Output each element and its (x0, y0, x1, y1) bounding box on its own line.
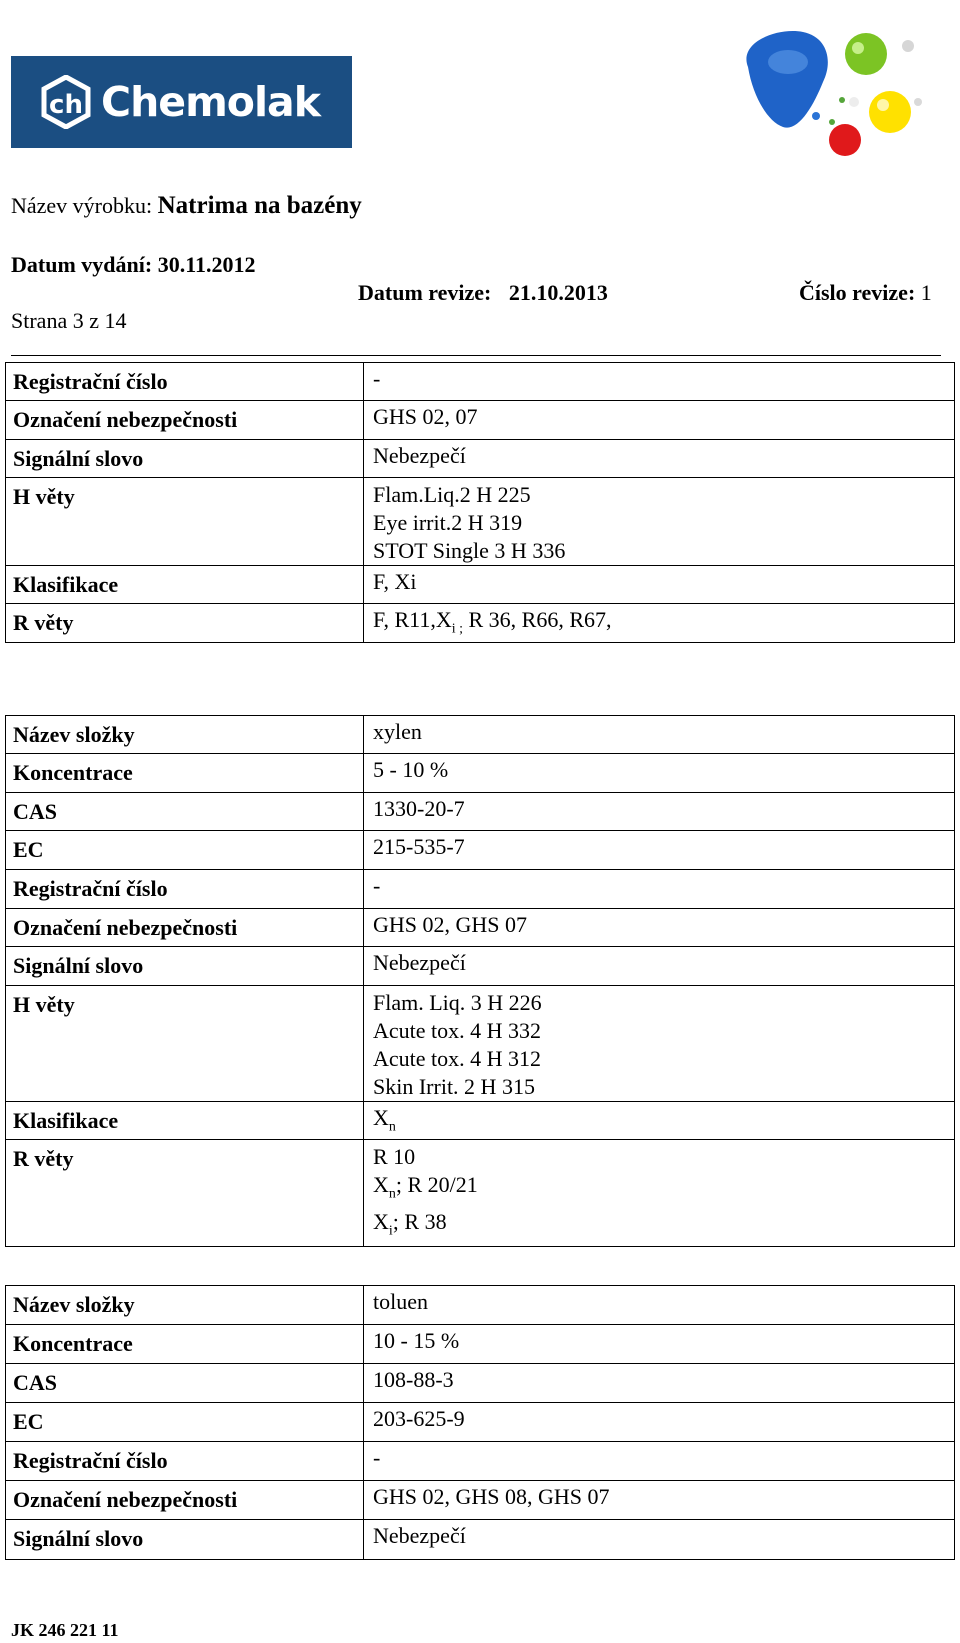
h-statement: Acute tox. 4 H 312 (373, 1046, 542, 1071)
revision-number-line (799, 280, 932, 306)
svg-text:ch: ch (49, 90, 83, 120)
revision-number-label: Číslo revize: (799, 280, 916, 305)
table-row (6, 363, 955, 401)
row-label: Označení nebezpečnosti (6, 1481, 364, 1520)
company-logo (11, 56, 352, 148)
component-toluen-table (5, 1285, 955, 1560)
signal-word-value: Nebezpečí (364, 440, 955, 478)
table-row (6, 986, 955, 1102)
table-row (6, 566, 955, 604)
r-statement (373, 1208, 954, 1245)
registration-value: - (364, 1442, 955, 1481)
footer-code: JK 246 221 11 (11, 1620, 119, 1640)
table-row (6, 478, 955, 566)
row-label: EC (6, 1403, 364, 1442)
r-text: ; R 20/21 (395, 1172, 478, 1197)
h-statement: STOT Single 3 H 336 (373, 538, 566, 563)
r-subscript: i (388, 1223, 393, 1239)
table-row (6, 1442, 955, 1481)
table-row (6, 1403, 955, 1442)
table-row (6, 1286, 955, 1325)
row-label: Registrační číslo (6, 363, 364, 401)
h-statements (364, 986, 955, 1102)
row-label: Registrační číslo (6, 1442, 364, 1481)
cas-number: 1330-20-7 (364, 793, 955, 831)
table-row (6, 793, 955, 831)
r-statements (364, 604, 955, 643)
row-label: Označení nebezpečnosti (6, 909, 364, 947)
h-statements (364, 478, 955, 566)
row-label: H věty (6, 478, 364, 566)
revision-date-line (358, 280, 608, 306)
h-statement: Flam. Liq. 3 H 226 (373, 990, 542, 1015)
row-label: Koncentrace (6, 754, 364, 793)
hazard-value: GHS 02, GHS 07 (364, 909, 955, 947)
registration-value: - (364, 363, 955, 401)
hazard-value: GHS 02, 07 (364, 401, 955, 440)
issue-date-label: Datum vydání: (11, 252, 153, 277)
table-row (6, 401, 955, 440)
table-row (6, 870, 955, 909)
product-name: Natrima na bazény (157, 192, 362, 219)
concentration: 5 - 10 % (364, 754, 955, 793)
issue-date-line (11, 252, 255, 278)
h-statement: Acute tox. 4 H 332 (373, 1018, 542, 1043)
brand-name: Chemolak (101, 78, 320, 126)
signal-word-value: Nebezpečí (364, 1520, 955, 1560)
chemolak-logo-icon (39, 75, 93, 129)
r-statements (364, 1140, 955, 1247)
r-symbol: X (373, 1172, 389, 1197)
row-label: R věty (6, 604, 364, 643)
ec-number: 215-535-7 (364, 831, 955, 870)
row-label: H věty (6, 986, 364, 1102)
component-xylen-table (5, 715, 955, 1247)
component-name: xylen (364, 716, 955, 754)
classification-value (364, 1102, 955, 1140)
h-statement: Skin Irrit. 2 H 315 (373, 1074, 535, 1099)
row-label: Signální slovo (6, 440, 364, 478)
row-label: EC (6, 831, 364, 870)
row-label: Označení nebezpečnosti (6, 401, 364, 440)
row-label: Registrační číslo (6, 870, 364, 909)
revision-date: 21.10.2013 (508, 280, 608, 305)
table-row (6, 1481, 955, 1520)
r-statement: R 10 (373, 1144, 416, 1169)
table-row (6, 1325, 955, 1364)
h-statement: Eye irrit.2 H 319 (373, 510, 523, 535)
r-subscript: i ; (451, 621, 463, 637)
hazard-value: GHS 02, GHS 08, GHS 07 (364, 1481, 955, 1520)
issue-date: 30.11.2012 (157, 252, 256, 277)
registration-value: - (364, 870, 955, 909)
signal-word-value: Nebezpečí (364, 947, 955, 986)
row-label: CAS (6, 793, 364, 831)
table-row (6, 831, 955, 870)
row-label: Signální slovo (6, 1520, 364, 1560)
cas-number: 108-88-3 (364, 1364, 955, 1403)
table-row (6, 1364, 955, 1403)
table-row (6, 754, 955, 793)
klas-symbol: X (373, 1105, 389, 1130)
table-row (6, 1102, 955, 1140)
row-label: Název složky (6, 716, 364, 754)
r-text: R 36, R66, R67, (463, 607, 612, 632)
row-label: CAS (6, 1364, 364, 1403)
row-label: Signální slovo (6, 947, 364, 986)
table-row (6, 909, 955, 947)
row-label: R věty (6, 1140, 364, 1247)
mixture-classification-table (5, 362, 955, 643)
component-name: toluen (364, 1286, 955, 1325)
concentration: 10 - 15 % (364, 1325, 955, 1364)
h-statement: Flam.Liq.2 H 225 (373, 482, 531, 507)
revision-number: 1 (920, 280, 932, 305)
table-row (6, 716, 955, 754)
classification-value: F, Xi (364, 566, 955, 604)
page-number: Strana 3 z 14 (11, 308, 127, 333)
row-label: Klasifikace (6, 1102, 364, 1140)
row-label: Klasifikace (6, 566, 364, 604)
row-label: Koncentrace (6, 1325, 364, 1364)
ec-number: 203-625-9 (364, 1403, 955, 1442)
r-symbol: X (373, 1209, 389, 1235)
table-row (6, 947, 955, 986)
r-text: ; R 38 (392, 1209, 447, 1235)
product-heading (11, 192, 362, 220)
klas-subscript: n (388, 1119, 396, 1135)
r-statement (373, 1171, 954, 1208)
table-row (6, 604, 955, 643)
table-row (6, 1520, 955, 1560)
r-text: F, R11,X (373, 607, 452, 632)
row-label: Název složky (6, 1286, 364, 1325)
r-subscript: n (388, 1186, 396, 1202)
header-divider (11, 355, 941, 356)
table-row (6, 1140, 955, 1247)
product-label: Název výrobku: (11, 193, 153, 218)
revision-date-label: Datum revize: (358, 280, 492, 305)
paint-drops-icon (728, 22, 958, 162)
table-row (6, 440, 955, 478)
